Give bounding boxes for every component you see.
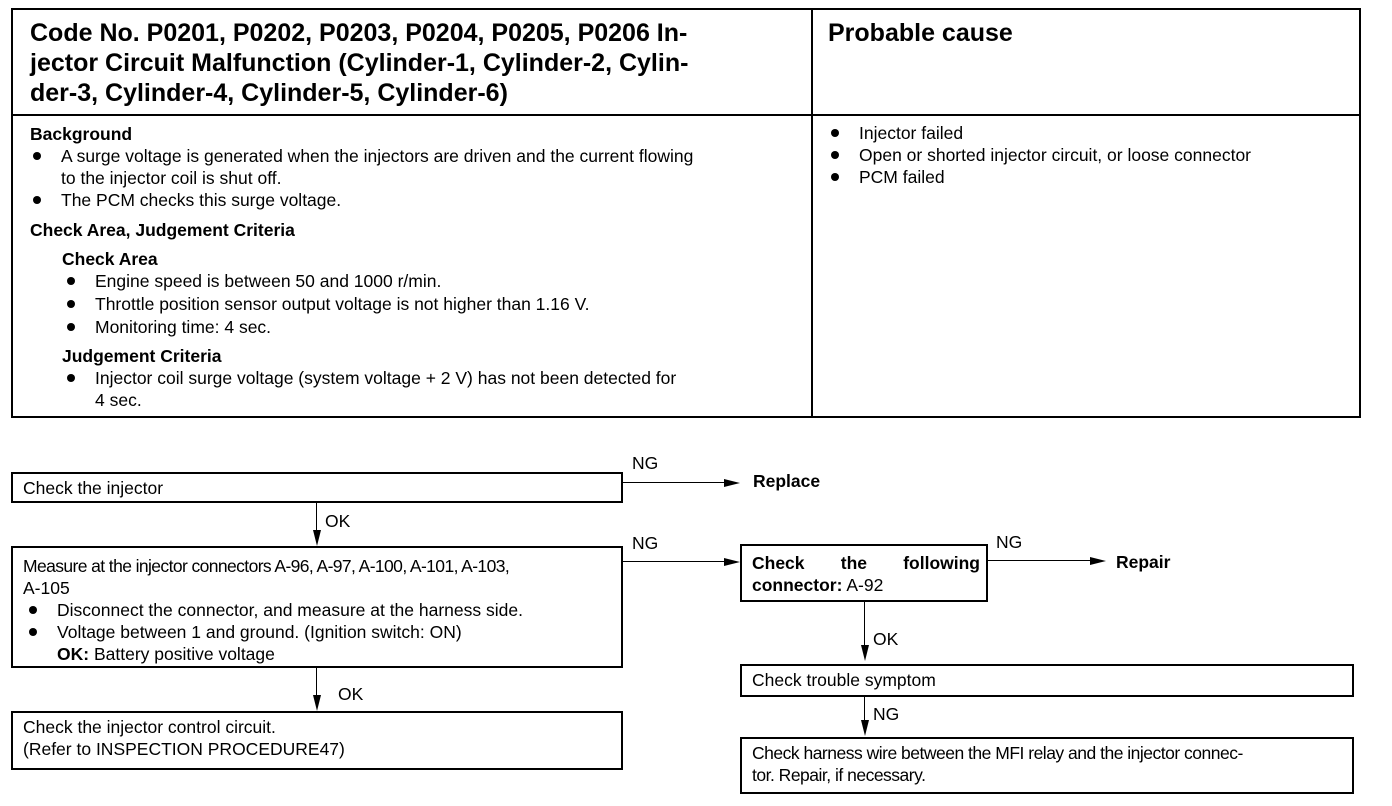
background-bullet: [61, 189, 801, 211]
code-title-line: der-3, Cylinder-4, Cylinder-5, Cylinder-6): [30, 79, 508, 107]
bullet-text: The PCM checks this surge voltage.: [61, 190, 342, 210]
repair-result: Repair: [1116, 552, 1171, 572]
arrow-right-icon: [1090, 557, 1106, 565]
box-text: Check the following: [752, 553, 980, 573]
ok-criterion-value: Battery positive voltage: [93, 644, 275, 664]
background-bullet: [61, 145, 801, 189]
ng-label: NG: [873, 704, 900, 724]
ng-line: [623, 482, 731, 483]
ok-criterion: [57, 643, 275, 665]
box-text: [752, 574, 883, 596]
ok-line: [864, 602, 865, 648]
measure-injector-connectors-box: [11, 546, 623, 668]
probable-cause-item: Open or shorted injector circuit, or loose connector: [859, 145, 1251, 165]
box-text: Check harness wire between the MFI relay and the injector connec-: [752, 743, 1243, 763]
check-area-bullet: Engine speed is between 50 and 1000 r/min.: [95, 271, 442, 291]
box-bullet: Voltage between 1 and ground. (Ignition switch: ON): [57, 622, 462, 642]
code-title-line: jector Circuit Malfunction (Cylinder-1, Cylinder-2, Cylin-: [30, 49, 689, 77]
check-area-heading: Check Area: [62, 249, 158, 269]
check-section-heading: Check Area, Judgement Criteria: [30, 220, 295, 240]
check-injector-box: Check the injector: [11, 472, 623, 503]
box-text: Check the injector control circuit.: [23, 717, 276, 737]
check-harness-wire-box: [740, 737, 1354, 794]
arrow-down-icon: [861, 720, 869, 736]
arrow-right-icon: [724, 479, 740, 487]
background-heading: Background: [30, 124, 133, 144]
probable-cause-item: PCM failed: [859, 167, 945, 187]
replace-result: Replace: [753, 471, 821, 491]
arrow-down-icon: [861, 645, 869, 661]
check-injector-control-circuit-box: [11, 711, 623, 770]
ng-line: [988, 560, 1098, 561]
judgement-heading: Judgement Criteria: [62, 346, 222, 366]
ng-label: NG: [996, 532, 1023, 552]
code-title: [30, 18, 790, 108]
ok-line: [316, 668, 317, 698]
ng-label: NG: [632, 453, 659, 473]
bullet-text: A surge voltage is generated when the injectors are driven and the current flowing: [61, 146, 694, 166]
judgement-bullet: [95, 367, 801, 411]
box-text: A-105: [23, 578, 70, 598]
box-text: Measure at the injector connectors A-96, A-97, A-100, A-101, A-103,: [23, 556, 510, 576]
bullet-text: to the injector coil is shut off.: [61, 168, 282, 188]
table-column-divider: [811, 8, 813, 418]
arrow-down-icon: [313, 695, 321, 711]
table-header-divider: [11, 114, 1361, 116]
check-trouble-symptom-box: Check trouble symptom: [740, 664, 1354, 697]
connector-label: connector:: [752, 575, 843, 595]
arrow-down-icon: [313, 530, 321, 546]
ok-criterion-label: OK:: [57, 644, 90, 664]
connector-value: A-92: [846, 575, 884, 595]
ok-line: [316, 503, 317, 533]
check-area-bullet: Monitoring time: 4 sec.: [95, 317, 272, 337]
ok-label: OK: [338, 684, 364, 704]
bullet-text: 4 sec.: [95, 390, 142, 410]
code-title-line: Code No. P0201, P0202, P0203, P0204, P0205, P0206 In-: [30, 19, 688, 47]
box-text: (Refer to INSPECTION PROCEDURE47): [23, 739, 345, 759]
bullet-text: Injector coil surge voltage (system voltage + 2 V) has not been detected for: [95, 368, 677, 388]
probable-cause-title: Probable cause: [828, 19, 1013, 47]
arrow-right-icon: [724, 558, 740, 566]
box-bullet: Disconnect the connector, and measure at the harness side.: [57, 600, 523, 620]
ng-label: NG: [632, 533, 659, 553]
probable-cause-item: Injector failed: [859, 123, 964, 143]
ok-label: OK: [873, 629, 899, 649]
check-connector-box: [740, 544, 988, 602]
check-area-bullet: Throttle position sensor output voltage is not higher than 1.16 V.: [95, 294, 590, 314]
ok-label: OK: [325, 511, 351, 531]
ng-line: [623, 561, 731, 562]
box-text: tor. Repair, if necessary.: [752, 765, 926, 785]
